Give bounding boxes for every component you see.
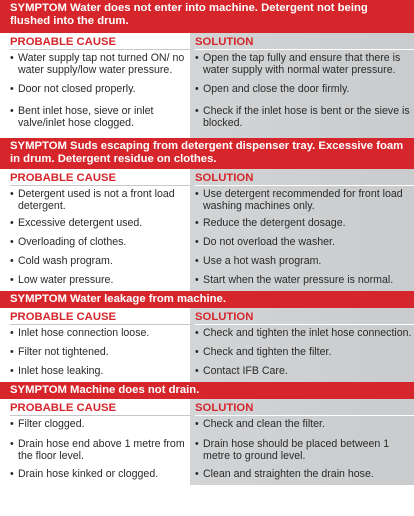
cause-text: Filter not tightened. xyxy=(18,346,109,358)
cause-text: Water supply tap not turned ON/ no water supply/low water pressure. xyxy=(18,52,185,76)
solution-text: Check and tighten the filter. xyxy=(203,346,332,358)
solution-text: Contact IFB Care. xyxy=(203,365,288,377)
bullet-icon: • xyxy=(195,105,199,117)
bullet-icon: • xyxy=(195,217,199,229)
bullet-icon: • xyxy=(195,255,199,267)
symptom-header: SYMPTOM Machine does not drain. xyxy=(0,382,414,399)
cause-item xyxy=(10,325,190,344)
bullet-icon: • xyxy=(195,274,199,286)
bullet-icon: • xyxy=(10,346,14,358)
section-body xyxy=(0,308,414,382)
probable-cause-heading: PROBABLE CAUSE xyxy=(10,36,117,48)
bullet-icon: • xyxy=(195,188,199,200)
bullet-icon: • xyxy=(10,105,14,117)
symptom-header: SYMPTOM Suds escaping from detergent dispenser tray. Excessive foam in drum. Detergent residue on clothes. xyxy=(0,138,414,169)
troubleshooting-section xyxy=(0,0,414,138)
troubleshooting-section xyxy=(0,382,414,485)
bullet-icon: • xyxy=(195,346,199,358)
symptom-header: SYMPTOM Water leakage from machine. xyxy=(0,291,414,308)
solution-item xyxy=(195,253,414,272)
bullet-icon: • xyxy=(195,418,199,430)
cause-text: Excessive detergent used. xyxy=(18,217,143,229)
bullet-icon: • xyxy=(195,327,199,339)
solution-text: Do not overload the washer. xyxy=(203,236,335,248)
solution-item xyxy=(195,466,414,485)
solution-text: Check if the inlet hose is bent or the sieve is blocked. xyxy=(203,105,410,129)
cause-item xyxy=(10,253,190,272)
solution-text: Use a hot wash program. xyxy=(203,255,322,267)
cause-item xyxy=(10,466,190,485)
troubleshooting-section xyxy=(0,291,414,382)
solution-text: Reduce the detergent dosage. xyxy=(203,217,346,229)
bullet-icon: • xyxy=(195,468,199,480)
probable-cause-heading: PROBABLE CAUSE xyxy=(10,402,117,414)
cause-text: Door not closed properly. xyxy=(18,83,136,95)
cause-item xyxy=(10,344,190,363)
solution-text: Start when the water pressure is normal. xyxy=(203,274,394,286)
solution-item xyxy=(195,186,414,215)
solution-heading: SOLUTION xyxy=(195,172,254,184)
solution-item xyxy=(195,234,414,253)
bullet-icon: • xyxy=(10,438,14,450)
bullet-icon: • xyxy=(195,52,199,64)
cause-item xyxy=(10,215,190,234)
solution-text: Use detergent recommended for front load washing machines only. xyxy=(203,188,403,212)
cause-item xyxy=(10,103,190,138)
cause-item xyxy=(10,363,190,382)
cause-text: Bent inlet hose, sieve or inlet valve/inlet hose clogged. xyxy=(18,105,154,129)
bullet-icon: • xyxy=(10,418,14,430)
bullet-icon: • xyxy=(10,188,14,200)
cause-text: Inlet hose leaking. xyxy=(18,365,104,377)
troubleshooting-section xyxy=(0,138,414,291)
section-body xyxy=(0,169,414,291)
probable-cause-column xyxy=(0,33,190,138)
bullet-icon: • xyxy=(10,274,14,286)
solution-column xyxy=(190,308,414,382)
solution-text: Open the tap fully and ensure that there is water supply with normal water pressure. xyxy=(203,52,401,76)
probable-cause-column xyxy=(0,169,190,291)
bullet-icon: • xyxy=(10,365,14,377)
solution-text: Open and close the door firmly. xyxy=(203,83,350,95)
solution-text: Check and clean the filter. xyxy=(203,418,325,430)
solution-item xyxy=(195,50,414,81)
bullet-icon: • xyxy=(195,438,199,450)
solution-text: Clean and straighten the drain hose. xyxy=(203,468,374,480)
solution-item xyxy=(195,81,414,103)
solution-item xyxy=(195,416,414,436)
bullet-icon: • xyxy=(10,255,14,267)
probable-cause-heading: PROBABLE CAUSE xyxy=(10,172,117,184)
bullet-icon: • xyxy=(10,217,14,229)
solution-item xyxy=(195,363,414,382)
cause-item xyxy=(10,436,190,466)
cause-text: Drain hose end above 1 metre from the floor level. xyxy=(18,438,185,462)
solution-text: Check and tighten the inlet hose connection. xyxy=(203,327,412,339)
solution-item xyxy=(195,272,414,291)
solution-item xyxy=(195,215,414,234)
cause-item xyxy=(10,416,190,436)
cause-item xyxy=(10,272,190,291)
cause-text: Cold wash program. xyxy=(18,255,113,267)
cause-text: Detergent used is not a front load detergent. xyxy=(18,188,175,212)
symptom-header: SYMPTOM Water does not enter into machine. Detergent not being flushed into the drum. xyxy=(0,0,414,33)
cause-text: Overloading of clothes. xyxy=(18,236,127,248)
solution-column xyxy=(190,399,414,485)
bullet-icon: • xyxy=(10,236,14,248)
section-body xyxy=(0,399,414,485)
bullet-icon: • xyxy=(195,365,199,377)
probable-cause-heading: PROBABLE CAUSE xyxy=(10,311,117,323)
solution-item xyxy=(195,436,414,466)
bullet-icon: • xyxy=(195,83,199,95)
bullet-icon: • xyxy=(10,327,14,339)
bullet-icon: • xyxy=(195,236,199,248)
cause-text: Inlet hose connection loose. xyxy=(18,327,150,339)
solution-heading: SOLUTION xyxy=(195,402,254,414)
bullet-icon: • xyxy=(10,83,14,95)
cause-text: Drain hose kinked or clogged. xyxy=(18,468,159,480)
cause-text: Filter clogged. xyxy=(18,418,85,430)
solution-heading: SOLUTION xyxy=(195,311,254,323)
solution-column xyxy=(190,33,414,138)
cause-item xyxy=(10,234,190,253)
bullet-icon: • xyxy=(10,468,14,480)
probable-cause-column xyxy=(0,399,190,485)
cause-text: Low water pressure. xyxy=(18,274,114,286)
solution-item xyxy=(195,103,414,138)
solution-text: Drain hose should be placed between 1 metre to ground level. xyxy=(203,438,390,462)
bullet-icon: • xyxy=(10,52,14,64)
solution-heading: SOLUTION xyxy=(195,36,254,48)
cause-item xyxy=(10,50,190,81)
cause-item xyxy=(10,186,190,215)
solution-column xyxy=(190,169,414,291)
solution-item xyxy=(195,344,414,363)
probable-cause-column xyxy=(0,308,190,382)
solution-item xyxy=(195,325,414,344)
section-body xyxy=(0,33,414,138)
cause-item xyxy=(10,81,190,103)
